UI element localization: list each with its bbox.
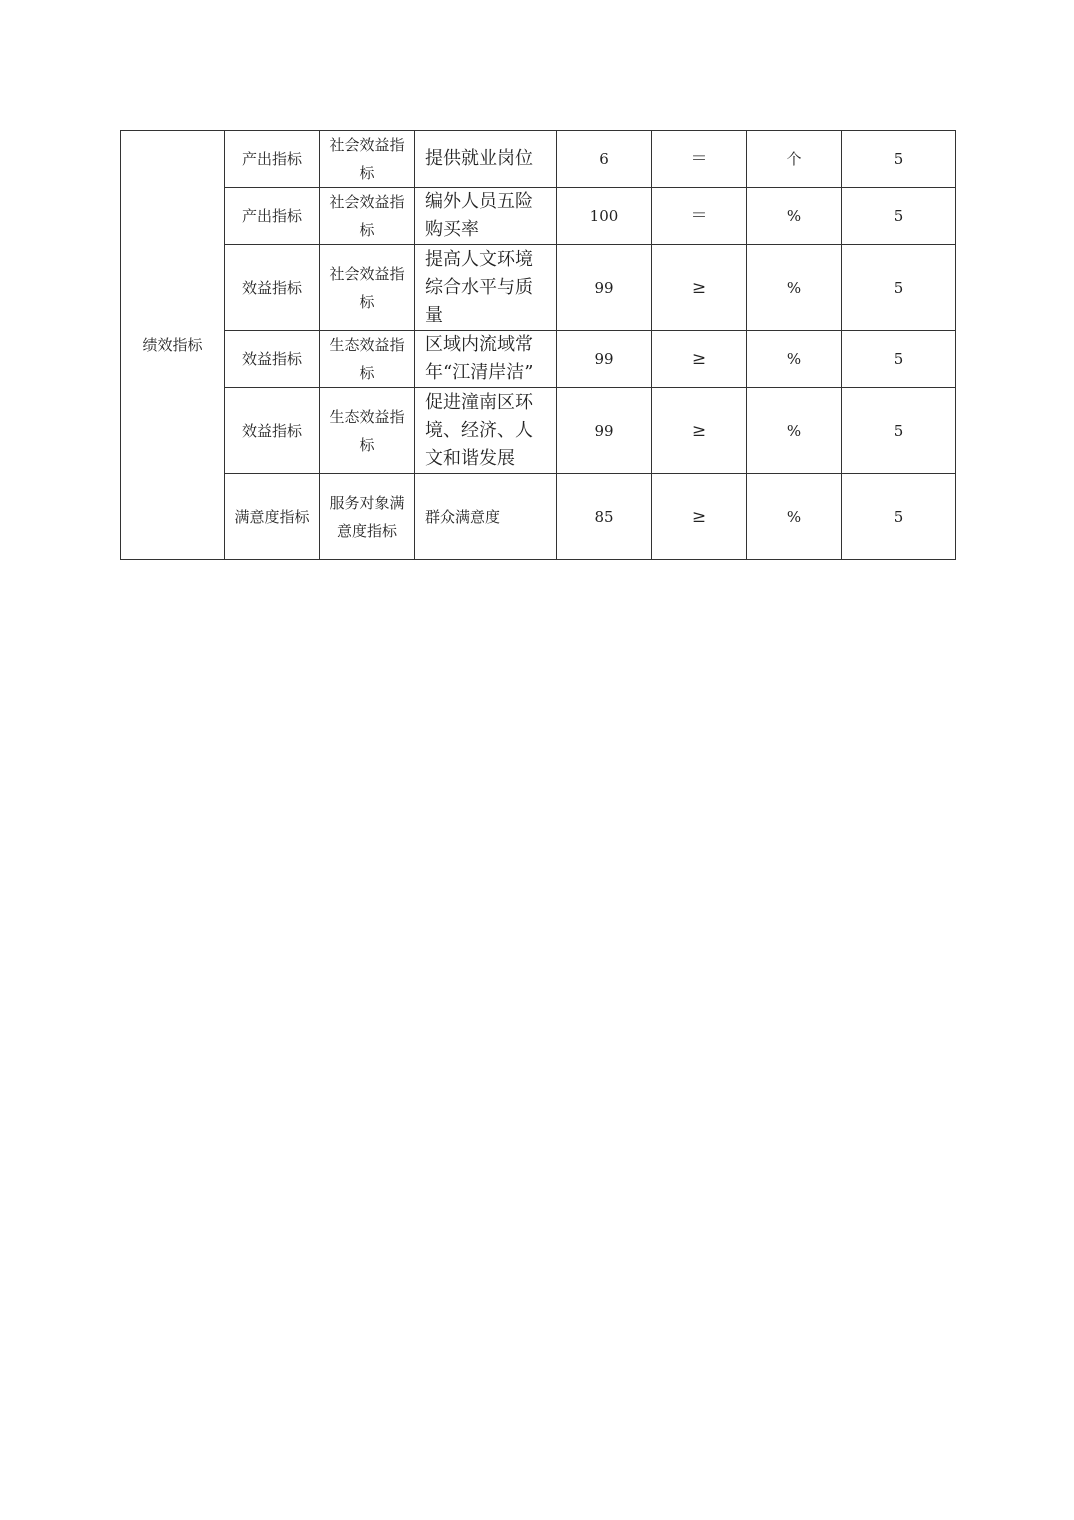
indicator-name-cell: 提高人文环境综合水平与质量 [415,245,557,331]
target-value-cell: 99 [557,245,652,331]
group-label-cell: 绩效指标 [121,131,225,560]
indicator-name-cell: 群众满意度 [415,474,557,560]
level2-indicator-cell: 生态效益指标 [320,331,415,388]
score-cell: 5 [842,245,956,331]
indicator-name-cell: 提供就业岗位 [415,131,557,188]
unit-cell: % [747,245,842,331]
level1-indicator-cell: 效益指标 [225,388,320,474]
level2-indicator-cell: 生态效益指标 [320,388,415,474]
indicator-name-cell: 编外人员五险购买率 [415,188,557,245]
table-row [121,131,956,188]
indicator-name-cell: 促进潼南区环境、经济、人文和谐发展 [415,388,557,474]
score-cell: 5 [842,474,956,560]
operator-cell: ＝ [652,188,747,245]
score-cell: 5 [842,331,956,388]
operator-cell: ≥ [652,245,747,331]
table-row [121,188,956,245]
level1-indicator-cell: 效益指标 [225,331,320,388]
operator-cell: ≥ [652,331,747,388]
performance-indicator-table [120,130,956,560]
table-row [121,245,956,331]
table-row [121,474,956,560]
table-row [121,388,956,474]
target-value-cell: 6 [557,131,652,188]
level2-indicator-cell: 社会效益指标 [320,131,415,188]
level1-indicator-cell: 满意度指标 [225,474,320,560]
score-cell: 5 [842,131,956,188]
operator-cell: ≥ [652,474,747,560]
level1-indicator-cell: 产出指标 [225,188,320,245]
target-value-cell: 100 [557,188,652,245]
operator-cell: ≥ [652,388,747,474]
unit-cell: % [747,388,842,474]
target-value-cell: 85 [557,474,652,560]
level1-indicator-cell: 产出指标 [225,131,320,188]
unit-cell: % [747,188,842,245]
score-cell: 5 [842,188,956,245]
level2-indicator-cell: 服务对象满意度指标 [320,474,415,560]
operator-cell: ＝ [652,131,747,188]
unit-cell: % [747,331,842,388]
target-value-cell: 99 [557,388,652,474]
target-value-cell: 99 [557,331,652,388]
indicator-name-cell: 区域内流域常年“江清岸洁” [415,331,557,388]
level1-indicator-cell: 效益指标 [225,245,320,331]
table-row [121,331,956,388]
level2-indicator-cell: 社会效益指标 [320,188,415,245]
unit-cell: % [747,474,842,560]
score-cell: 5 [842,388,956,474]
unit-cell: 个 [747,131,842,188]
level2-indicator-cell: 社会效益指标 [320,245,415,331]
